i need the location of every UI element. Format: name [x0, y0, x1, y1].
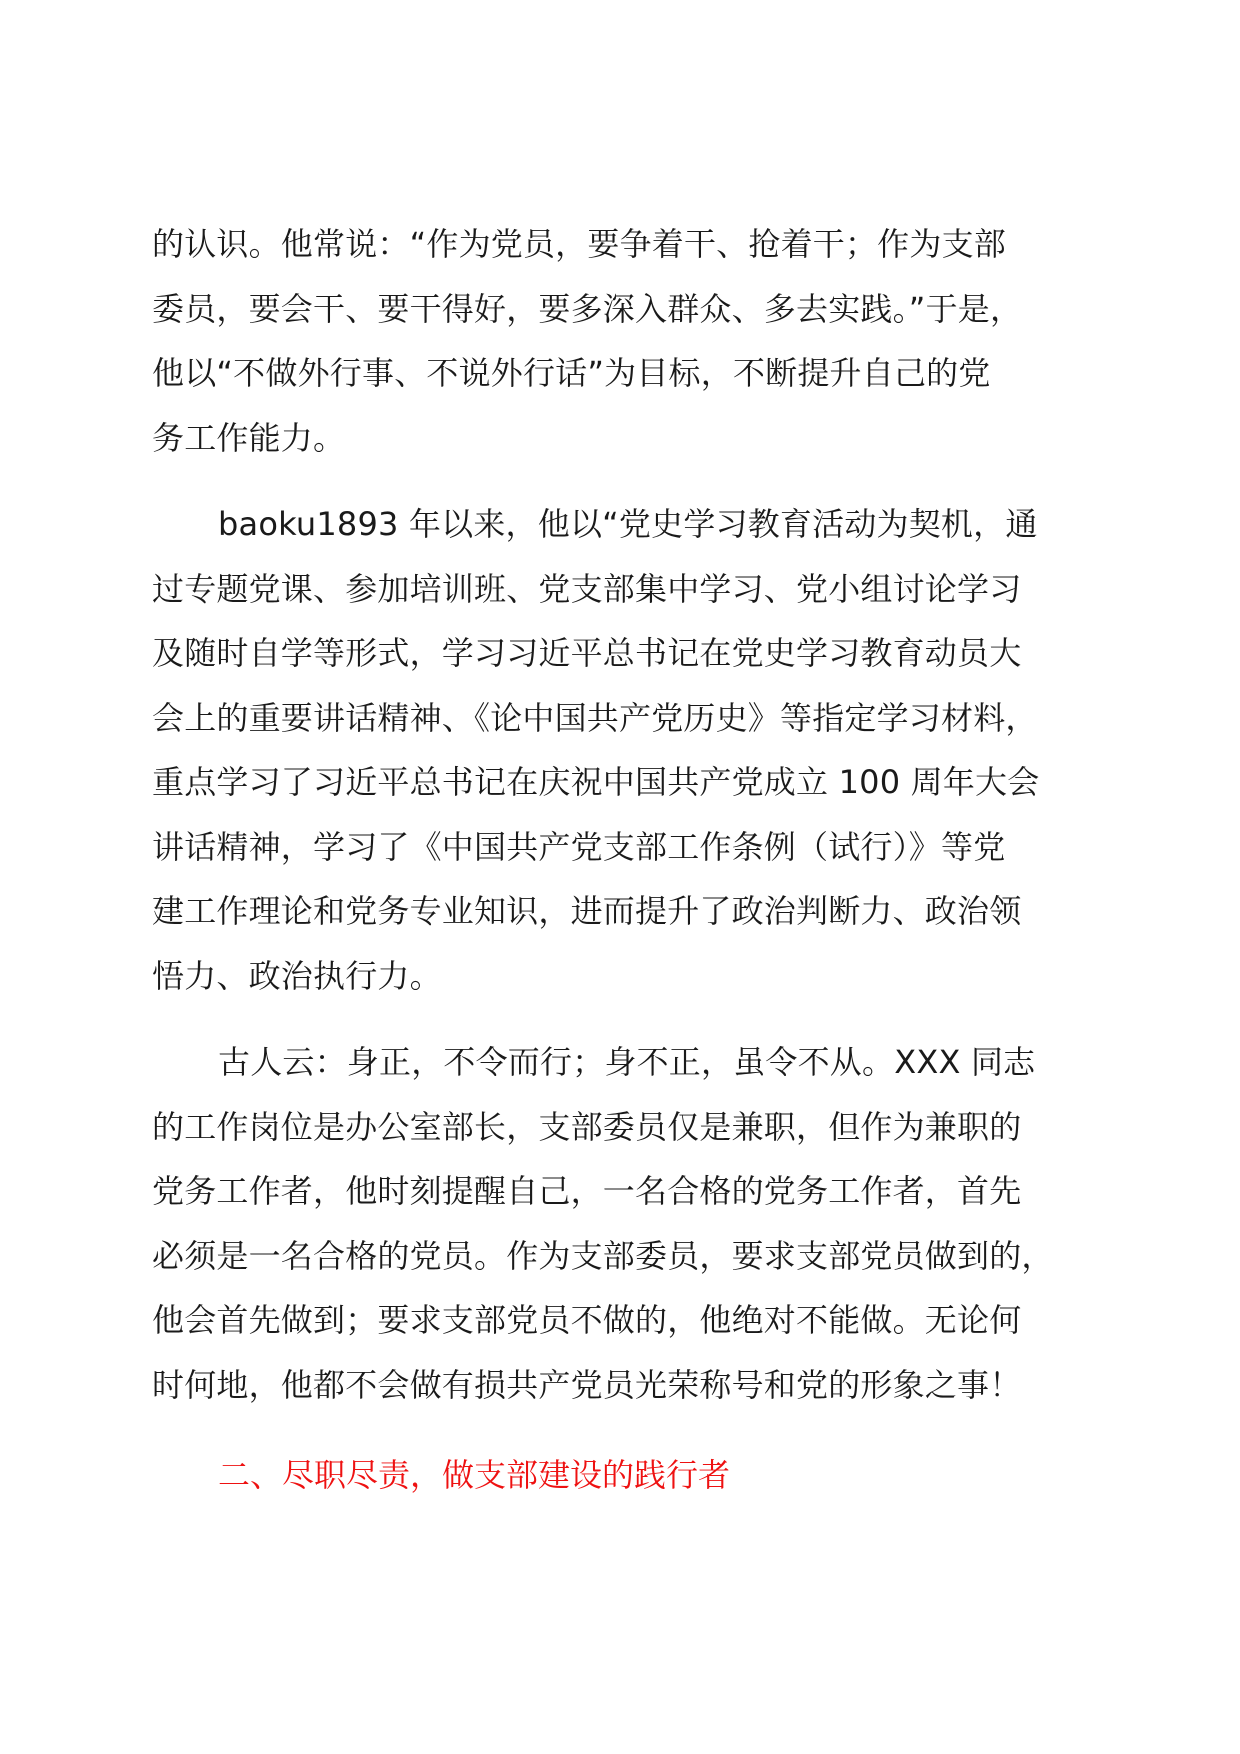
paragraph-example [152, 1030, 1092, 1417]
paragraph-line: 建工作理论和党务专业知识，进而提升了政治判断力、政治领 [152, 892, 1022, 930]
paragraph-line: 过专题党课、参加培训班、党支部集中学习、党小组讨论学习 [152, 569, 1022, 608]
paragraph-study [152, 492, 1092, 1008]
paragraph-line: 他会首先做到；要求支部党员不做的，他绝对不能做。无论何 [152, 1301, 1022, 1339]
paragraph-line: 委员，要会干、要干得好，要多深入群众、多去实践。”于是， [152, 289, 1023, 328]
paragraph-line: 务工作能力。 [152, 418, 346, 457]
paragraph-line: 悟力、政治执行力。 [152, 956, 442, 995]
paragraph-line: 及随时自学等形式，学习习近平总书记在党史学习教育动员大 [152, 634, 1022, 672]
paragraph-line: 古人云：身正，不令而行；身不正，虽令不从。XXX 同志 [218, 1043, 1036, 1081]
paragraph-line: 的工作岗位是办公室部长，支部委员仅是兼职，但作为兼职的 [152, 1107, 1022, 1146]
paragraph-line: 必须是一名合格的党员。作为支部委员，要求支部党员做到的， [152, 1236, 1054, 1275]
paragraph-line: 会上的重要讲话精神、《论中国共产党历史》等指定学习材料， [152, 698, 1038, 737]
paragraph-line: 重点学习了习近平总书记在庆祝中国共产党成立 100 周年大会 [152, 763, 1040, 801]
section-heading: 二、尽职尽责，做支部建设的践行者 [218, 1456, 731, 1494]
paragraph-line: 党务工作者，他时刻提醒自己，一名合格的党务工作者，首先 [152, 1172, 1022, 1210]
paragraph-continuation [152, 212, 1092, 470]
paragraph-line: 的认识。他常说：“作为党员，要争着干、抢着干；作为支部 [152, 225, 1006, 263]
paragraph-line: 他以“不做外行事、不说外行话”为目标，不断提升自己的党 [152, 354, 991, 392]
paragraph-line: baoku1893 年以来，他以“党史学习教育活动为契机，通 [218, 505, 1038, 543]
paragraph-line: 讲话精神，学习了《中国共产党支部工作条例（试行）》等党 [152, 827, 1006, 866]
paragraph-line: 时何地，他都不会做有损共产党员光荣称号和党的形象之事！ [152, 1365, 1022, 1404]
